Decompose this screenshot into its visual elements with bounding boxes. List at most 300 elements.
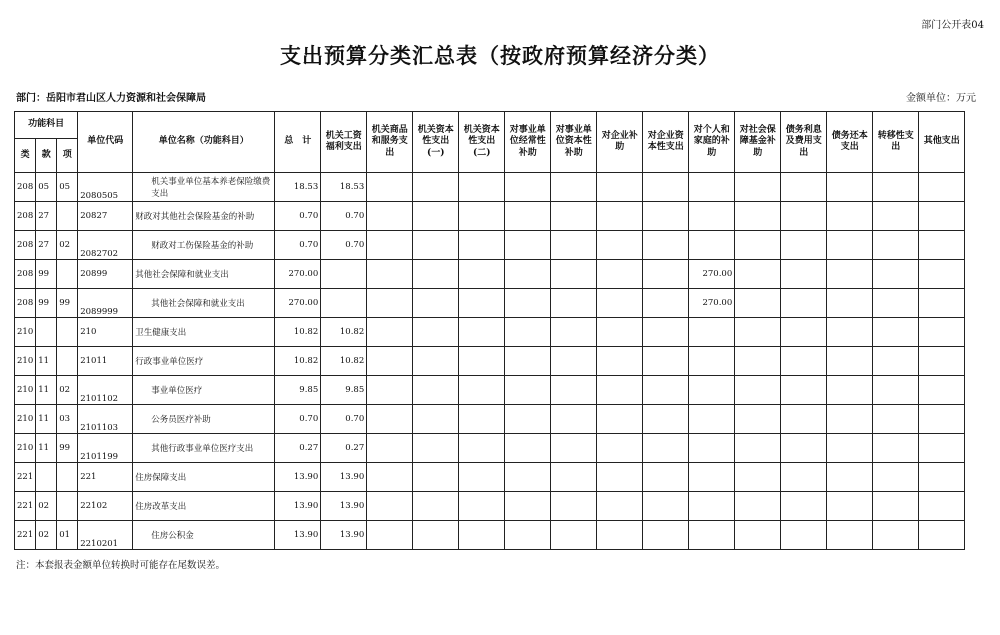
cell-c12: [827, 260, 873, 289]
cell-kuan: 27: [36, 231, 57, 260]
cell-c11: [781, 202, 827, 231]
cell-xiang: [57, 492, 78, 521]
cell-c7: [597, 347, 643, 376]
cell-total: 0.27: [275, 434, 321, 463]
cell-c7: [597, 434, 643, 463]
cell-c3: [413, 260, 459, 289]
cell-lei: 210: [15, 347, 36, 376]
cell-c2: [367, 173, 413, 202]
header-lei: 类: [15, 139, 36, 173]
cell-c11: [781, 376, 827, 405]
cell-c12: [827, 289, 873, 318]
cell-kuan: 11: [36, 376, 57, 405]
cell-c3: [413, 492, 459, 521]
cell-c9: [689, 521, 735, 550]
cell-c14: [919, 434, 965, 463]
cell-c5: [505, 463, 551, 492]
cell-c4: [459, 260, 505, 289]
cell-c3: [413, 318, 459, 347]
cell-c2: [367, 492, 413, 521]
cell-xiang: 99: [57, 434, 78, 463]
cell-name: 其他社会保障和就业支出: [133, 289, 275, 318]
cell-c12: [827, 434, 873, 463]
cell-name: 住房保障支出: [133, 463, 275, 492]
cell-c13: [873, 347, 919, 376]
cell-c9: 270.00: [689, 289, 735, 318]
cell-c5: [505, 318, 551, 347]
cell-code: 221: [78, 463, 133, 492]
cell-total: 10.82: [275, 347, 321, 376]
cell-total: 270.00: [275, 260, 321, 289]
cell-c5: [505, 347, 551, 376]
cell-c3: [413, 202, 459, 231]
cell-c6: [551, 173, 597, 202]
cell-c10: [735, 202, 781, 231]
cell-c5: [505, 289, 551, 318]
cell-name: 行政事业单位医疗: [133, 347, 275, 376]
cell-c2: [367, 347, 413, 376]
cell-c11: [781, 405, 827, 434]
cell-c2: [367, 434, 413, 463]
cell-c10: [735, 492, 781, 521]
cell-c3: [413, 289, 459, 318]
cell-lei: 208: [15, 289, 36, 318]
cell-c9: [689, 405, 735, 434]
cell-c6: [551, 231, 597, 260]
cell-c6: [551, 376, 597, 405]
cell-lei: 210: [15, 405, 36, 434]
cell-c3: [413, 173, 459, 202]
cell-c1: [321, 289, 367, 318]
table-row: [15, 318, 965, 347]
cell-c6: [551, 521, 597, 550]
cell-c14: [919, 463, 965, 492]
cell-c1: 13.90: [321, 492, 367, 521]
page-title: 支出预算分类汇总表（按政府预算经济分类）: [280, 43, 720, 68]
footer-note: 注：本套报表金额单位转换时可能存在尾数误差。: [16, 560, 226, 571]
cell-kuan: 27: [36, 202, 57, 231]
cell-c12: [827, 405, 873, 434]
cell-c1: 0.70: [321, 202, 367, 231]
cell-total: 13.90: [275, 492, 321, 521]
cell-xiang: [57, 202, 78, 231]
header-c13: 转移性支出: [873, 112, 919, 173]
table-body: [15, 173, 965, 550]
cell-c7: [597, 260, 643, 289]
cell-total: 270.00: [275, 289, 321, 318]
header-xiang: 项: [57, 139, 78, 173]
cell-lei: 210: [15, 376, 36, 405]
cell-c13: [873, 405, 919, 434]
cell-c1: 18.53: [321, 173, 367, 202]
cell-c3: [413, 463, 459, 492]
cell-c4: [459, 492, 505, 521]
cell-c11: [781, 521, 827, 550]
cell-c13: [873, 173, 919, 202]
header-c7: 对企业补助: [597, 112, 643, 173]
cell-c7: [597, 405, 643, 434]
cell-c2: [367, 289, 413, 318]
cell-c10: [735, 434, 781, 463]
cell-name: 其他社会保障和就业支出: [133, 260, 275, 289]
cell-c11: [781, 173, 827, 202]
cell-c12: [827, 376, 873, 405]
cell-c8: [643, 231, 689, 260]
cell-c13: [873, 521, 919, 550]
cell-c10: [735, 405, 781, 434]
cell-c13: [873, 231, 919, 260]
cell-total: 0.70: [275, 405, 321, 434]
cell-c6: [551, 289, 597, 318]
cell-name: 卫生健康支出: [133, 318, 275, 347]
cell-c12: [827, 318, 873, 347]
cell-c14: [919, 347, 965, 376]
cell-c3: [413, 434, 459, 463]
header-c9: 对个人和家庭的补助: [689, 112, 735, 173]
cell-c11: [781, 231, 827, 260]
cell-c2: [367, 260, 413, 289]
cell-c7: [597, 492, 643, 521]
cell-c4: [459, 289, 505, 318]
cell-c13: [873, 260, 919, 289]
cell-c11: [781, 289, 827, 318]
header-c1: 机关工资福利支出: [321, 112, 367, 173]
cell-kuan: [36, 463, 57, 492]
cell-c8: [643, 376, 689, 405]
cell-c14: [919, 405, 965, 434]
cell-c2: [367, 521, 413, 550]
cell-c4: [459, 521, 505, 550]
cell-c4: [459, 202, 505, 231]
cell-name: 住房改革支出: [133, 492, 275, 521]
cell-c9: 270.00: [689, 260, 735, 289]
cell-c8: [643, 405, 689, 434]
header-c4: 机关资本性支出(二): [459, 112, 505, 173]
cell-c7: [597, 463, 643, 492]
cell-c8: [643, 463, 689, 492]
cell-c5: [505, 492, 551, 521]
cell-c10: [735, 173, 781, 202]
cell-c13: [873, 376, 919, 405]
cell-c7: [597, 231, 643, 260]
table-row: [15, 202, 965, 231]
cell-xiang: 03: [57, 405, 78, 434]
header-c5: 对事业单位经常性补助: [505, 112, 551, 173]
header-c6: 对事业单位资本性补助: [551, 112, 597, 173]
header-total: 总 计: [275, 112, 321, 173]
table-row: [15, 405, 965, 434]
cell-total: 9.85: [275, 376, 321, 405]
cell-xiang: 02: [57, 376, 78, 405]
cell-name: 财政对其他社会保险基金的补助: [133, 202, 275, 231]
cell-name: 公务员医疗补助: [133, 405, 275, 434]
cell-kuan: 02: [36, 521, 57, 550]
cell-name: 事业单位医疗: [133, 376, 275, 405]
cell-c7: [597, 376, 643, 405]
cell-c1: 13.90: [321, 521, 367, 550]
cell-code: 2089999: [78, 289, 133, 318]
cell-c4: [459, 318, 505, 347]
cell-c12: [827, 231, 873, 260]
cell-c2: [367, 231, 413, 260]
cell-c13: [873, 492, 919, 521]
cell-c9: [689, 492, 735, 521]
cell-c1: 10.82: [321, 318, 367, 347]
cell-c1: 0.27: [321, 434, 367, 463]
cell-kuan: 11: [36, 405, 57, 434]
cell-name: 机关事业单位基本养老保险缴费支出: [133, 173, 275, 202]
cell-lei: 221: [15, 463, 36, 492]
cell-c10: [735, 289, 781, 318]
cell-c14: [919, 260, 965, 289]
cell-c12: [827, 202, 873, 231]
cell-c10: [735, 318, 781, 347]
cell-c14: [919, 173, 965, 202]
cell-kuan: 05: [36, 173, 57, 202]
cell-c5: [505, 434, 551, 463]
cell-c11: [781, 434, 827, 463]
cell-c5: [505, 376, 551, 405]
cell-c8: [643, 260, 689, 289]
cell-c7: [597, 289, 643, 318]
cell-c5: [505, 405, 551, 434]
cell-kuan: 99: [36, 260, 57, 289]
cell-c13: [873, 202, 919, 231]
cell-c12: [827, 463, 873, 492]
cell-c11: [781, 318, 827, 347]
cell-c10: [735, 521, 781, 550]
cell-c6: [551, 202, 597, 231]
header-c3: 机关资本性支出(一): [413, 112, 459, 173]
cell-total: 0.70: [275, 202, 321, 231]
cell-c6: [551, 492, 597, 521]
cell-c8: [643, 492, 689, 521]
cell-c9: [689, 347, 735, 376]
cell-total: 13.90: [275, 521, 321, 550]
cell-c6: [551, 405, 597, 434]
cell-c11: [781, 260, 827, 289]
cell-c7: [597, 318, 643, 347]
cell-c12: [827, 521, 873, 550]
cell-kuan: [36, 318, 57, 347]
amount-unit-label: 金额单位：万元: [906, 93, 976, 104]
cell-c4: [459, 231, 505, 260]
cell-c5: [505, 260, 551, 289]
cell-c5: [505, 521, 551, 550]
cell-code: 2101103: [78, 405, 133, 434]
cell-code: 20899: [78, 260, 133, 289]
cell-kuan: 99: [36, 289, 57, 318]
cell-c9: [689, 376, 735, 405]
cell-name: 住房公积金: [133, 521, 275, 550]
cell-c14: [919, 202, 965, 231]
cell-c14: [919, 376, 965, 405]
cell-c13: [873, 434, 919, 463]
cell-c6: [551, 318, 597, 347]
cell-code: 20827: [78, 202, 133, 231]
cell-c5: [505, 173, 551, 202]
cell-c14: [919, 318, 965, 347]
cell-c1: 0.70: [321, 405, 367, 434]
cell-xiang: [57, 347, 78, 376]
cell-code: 21011: [78, 347, 133, 376]
cell-c12: [827, 347, 873, 376]
header-kuan: 款: [36, 139, 57, 173]
cell-code: 2101102: [78, 376, 133, 405]
header-func-group: 功能科目: [15, 112, 78, 139]
cell-c1: 9.85: [321, 376, 367, 405]
table-row: [15, 260, 965, 289]
cell-kuan: 02: [36, 492, 57, 521]
cell-c3: [413, 347, 459, 376]
cell-c9: [689, 463, 735, 492]
cell-code: 210: [78, 318, 133, 347]
cell-c9: [689, 173, 735, 202]
cell-c7: [597, 173, 643, 202]
cell-lei: 221: [15, 521, 36, 550]
cell-c10: [735, 347, 781, 376]
cell-c1: 0.70: [321, 231, 367, 260]
cell-c8: [643, 521, 689, 550]
cell-code: 2082702: [78, 231, 133, 260]
cell-c3: [413, 231, 459, 260]
cell-c2: [367, 318, 413, 347]
table-row: [15, 492, 965, 521]
header-c14: 其他支出: [919, 112, 965, 173]
header-name: 单位名称（功能科目）: [133, 112, 275, 173]
cell-c8: [643, 202, 689, 231]
cell-c13: [873, 463, 919, 492]
cell-c4: [459, 463, 505, 492]
cell-c8: [643, 347, 689, 376]
cell-c12: [827, 492, 873, 521]
table-row: [15, 347, 965, 376]
cell-name: 其他行政事业单位医疗支出: [133, 434, 275, 463]
cell-total: 0.70: [275, 231, 321, 260]
cell-c14: [919, 231, 965, 260]
cell-c7: [597, 521, 643, 550]
cell-c13: [873, 318, 919, 347]
cell-code: 2080505: [78, 173, 133, 202]
cell-xiang: 99: [57, 289, 78, 318]
table-row: [15, 463, 965, 492]
cell-c6: [551, 463, 597, 492]
cell-lei: 221: [15, 492, 36, 521]
cell-c2: [367, 376, 413, 405]
header-c2: 机关商品和服务支出: [367, 112, 413, 173]
cell-c4: [459, 347, 505, 376]
cell-xiang: [57, 318, 78, 347]
header-c11: 债务利息及费用支出: [781, 112, 827, 173]
cell-name: 财政对工伤保险基金的补助: [133, 231, 275, 260]
cell-c14: [919, 521, 965, 550]
cell-total: 18.53: [275, 173, 321, 202]
cell-xiang: 05: [57, 173, 78, 202]
cell-c6: [551, 347, 597, 376]
table-row: [15, 376, 965, 405]
cell-c10: [735, 231, 781, 260]
cell-c14: [919, 492, 965, 521]
cell-total: 10.82: [275, 318, 321, 347]
header-c12: 债务还本支出: [827, 112, 873, 173]
cell-c9: [689, 231, 735, 260]
cell-code: 2101199: [78, 434, 133, 463]
cell-c1: 10.82: [321, 347, 367, 376]
cell-lei: 208: [15, 173, 36, 202]
header-c10: 对社会保障基金补助: [735, 112, 781, 173]
budget-table: [14, 111, 965, 550]
cell-xiang: 01: [57, 521, 78, 550]
table-row: [15, 289, 965, 318]
cell-c11: [781, 492, 827, 521]
cell-c10: [735, 463, 781, 492]
header-c8: 对企业资本性支出: [643, 112, 689, 173]
cell-c2: [367, 463, 413, 492]
cell-c3: [413, 405, 459, 434]
cell-code: 2210201: [78, 521, 133, 550]
cell-c6: [551, 260, 597, 289]
cell-c5: [505, 202, 551, 231]
form-number: 部门公开表04: [921, 20, 984, 31]
cell-c10: [735, 260, 781, 289]
cell-kuan: 11: [36, 434, 57, 463]
cell-c2: [367, 202, 413, 231]
table-row: [15, 173, 965, 202]
cell-lei: 208: [15, 202, 36, 231]
cell-c2: [367, 405, 413, 434]
cell-kuan: 11: [36, 347, 57, 376]
cell-c14: [919, 289, 965, 318]
header-code: 单位代码: [78, 112, 133, 173]
cell-c8: [643, 289, 689, 318]
cell-c9: [689, 318, 735, 347]
cell-c5: [505, 231, 551, 260]
cell-c11: [781, 347, 827, 376]
cell-c3: [413, 521, 459, 550]
cell-code: 22102: [78, 492, 133, 521]
cell-c9: [689, 434, 735, 463]
cell-c10: [735, 376, 781, 405]
cell-c8: [643, 173, 689, 202]
department-label: 部门：岳阳市君山区人力资源和社会保障局: [16, 93, 206, 104]
cell-c11: [781, 463, 827, 492]
cell-lei: 208: [15, 260, 36, 289]
cell-xiang: [57, 463, 78, 492]
table-row: [15, 521, 965, 550]
cell-total: 13.90: [275, 463, 321, 492]
cell-lei: 210: [15, 318, 36, 347]
cell-c7: [597, 202, 643, 231]
cell-xiang: [57, 260, 78, 289]
cell-lei: 210: [15, 434, 36, 463]
cell-c6: [551, 434, 597, 463]
table-row: [15, 434, 965, 463]
cell-c8: [643, 318, 689, 347]
table-row: [15, 231, 965, 260]
cell-lei: 208: [15, 231, 36, 260]
cell-c9: [689, 202, 735, 231]
cell-xiang: 02: [57, 231, 78, 260]
cell-c1: 13.90: [321, 463, 367, 492]
cell-c8: [643, 434, 689, 463]
cell-c1: [321, 260, 367, 289]
cell-c13: [873, 289, 919, 318]
cell-c4: [459, 173, 505, 202]
cell-c12: [827, 173, 873, 202]
cell-c4: [459, 376, 505, 405]
cell-c4: [459, 405, 505, 434]
cell-c3: [413, 376, 459, 405]
